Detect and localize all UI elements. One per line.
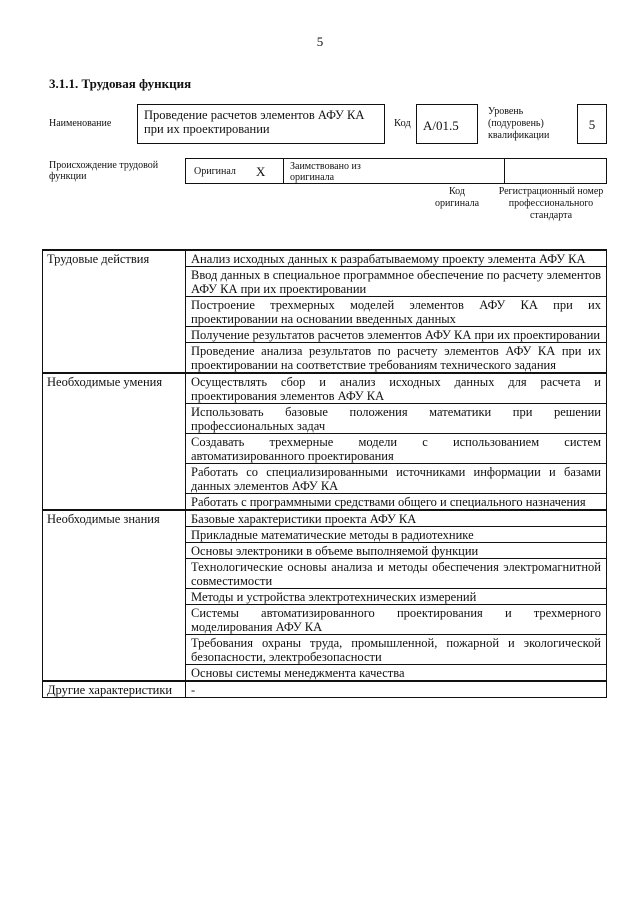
section-item: Использовать базовые положения математики при решении профессиональных задач — [186, 404, 607, 434]
section-item: Построение трехмерных моделей элементов АФУ КА при их проектировании на основании введенных данных — [186, 297, 607, 327]
name-label: Наименование — [49, 118, 112, 129]
section-item: Ввод данных в специальное программное обеспечение по расчету элементов АФУ КА при их проектировании — [186, 267, 607, 297]
table-row — [43, 681, 607, 698]
section-item: Работать с программными средствами общего и специального назначения — [186, 494, 607, 511]
registration-number-label: Регистрационный номер профессионального стандарта — [498, 186, 604, 221]
section-item: Требования охраны труда, промышленной, пожарной и экологической безопасности, электробезопасности — [186, 635, 607, 665]
section-item: Проведение анализа результатов по расчету элементов АФУ КА при их проектировании на соответствие требованиям технического задания — [186, 343, 607, 374]
original-code-label: Код оригинала — [434, 186, 480, 209]
origin-label: Происхождение трудовой функции — [49, 160, 159, 182]
registration-cell — [504, 158, 607, 184]
section-item: - — [186, 681, 607, 698]
code-value: A/01.5 — [423, 118, 459, 133]
level-label: Уровень (подуровень) квалификации — [488, 106, 550, 141]
table-row — [43, 250, 607, 267]
page-number: 5 — [316, 34, 324, 49]
section-item: Создавать трехмерные модели с использованием систем автоматизированного проектирования — [186, 434, 607, 464]
section-item: Технологические основы анализа и методы обеспечения электромагнитной совместимости — [186, 559, 607, 589]
section-title: Необходимые умения — [43, 373, 186, 510]
section-item: Системы автоматизированного проектирования и трехмерного моделирования АФУ КА — [186, 605, 607, 635]
borrowed-label: Заимствовано из оригинала — [290, 161, 361, 183]
function-name: Проведение расчетов элементов АФУ КА при их проектировании — [144, 108, 365, 136]
section-item: Получение результатов расчетов элементов АФУ КА при их проектировании — [186, 327, 607, 343]
table-row — [43, 373, 607, 404]
section-item: Осуществлять сбор и анализ исходных данных для расчета и проектирования элементов АФУ КА — [186, 373, 607, 404]
section-item: Работать со специализированными источниками информации и базами данных элементов АФУ КА — [186, 464, 607, 494]
section-item: Основы электроники в объеме выполняемой функции — [186, 543, 607, 559]
section-item: Базовые характеристики проекта АФУ КА — [186, 510, 607, 527]
section-item: Прикладные математические методы в радиотехнике — [186, 527, 607, 543]
section-item: Анализ исходных данных к разрабатываемому проекту элемента АФУ КА — [186, 250, 607, 267]
original-cell — [185, 158, 284, 184]
section-title: Другие характеристики — [43, 681, 186, 698]
code-box — [416, 104, 478, 144]
level-box — [577, 104, 607, 144]
level-value: 5 — [588, 117, 596, 132]
section-heading: 3.1.1. Трудовая функция — [49, 76, 192, 91]
original-label: Оригинал — [194, 166, 236, 177]
table-row — [43, 510, 607, 527]
section-item: Основы системы менеджмента качества — [186, 665, 607, 682]
function-name-box — [137, 104, 385, 144]
origin-row — [185, 158, 607, 184]
section-title: Трудовые действия — [43, 250, 186, 373]
function-details-table — [42, 249, 607, 698]
section-title: Необходимые знания — [43, 510, 186, 681]
section-item: Методы и устройства электротехнических измерений — [186, 589, 607, 605]
code-label: Код — [394, 118, 411, 129]
original-mark: X — [256, 164, 266, 179]
borrowed-cell — [283, 158, 505, 184]
